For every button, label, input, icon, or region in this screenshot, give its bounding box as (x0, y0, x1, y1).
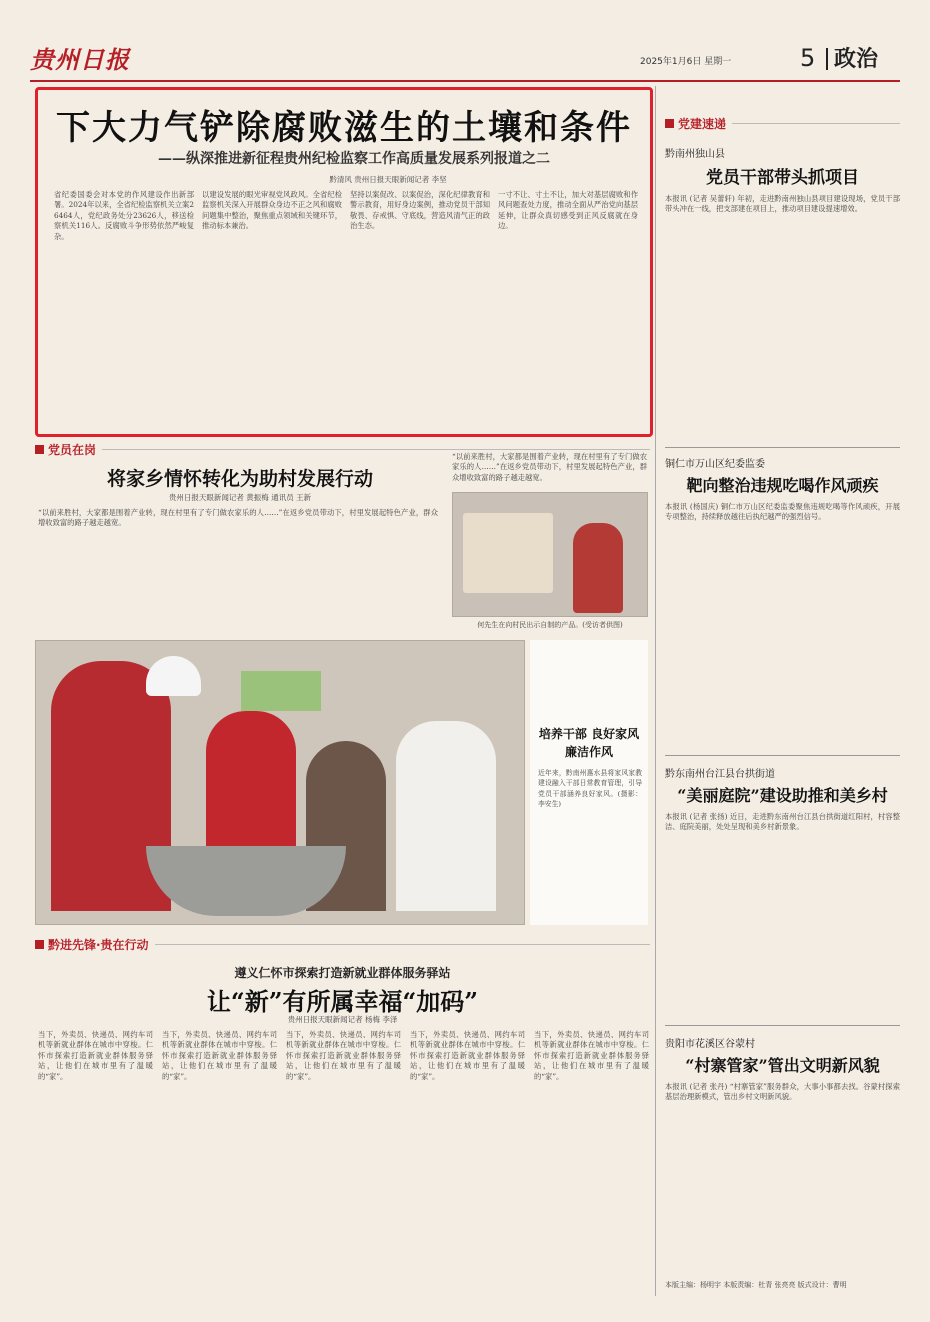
page-divider (826, 48, 828, 70)
bottom-column-4: 当下，外卖员、快递员、网约车司机等新就业群体在城市中穿梭。仁怀市探索打造新就业群体服务驿站，让他们在城市里有了温暖的“家”。 (410, 1030, 525, 1081)
mid-header-label: 党员在岗 (48, 442, 97, 457)
column-divider (655, 86, 656, 1296)
story-kicker: 铜仁市万山区纪委监委 (665, 459, 765, 470)
bottom-column-3: 当下，外卖员、快递员、网约车司机等新就业群体在城市中穿梭。仁怀市探索打造新就业群体服务驿站，让他们在城市里有了温暖的“家”。 (286, 1030, 401, 1081)
story-title: “村寨管家”管出文明新风貌 (685, 1056, 880, 1075)
masthead-rule (30, 80, 900, 82)
page-number: 5 (800, 44, 816, 72)
story-body: 本报讯 (记者 张丹) “村寨管家”服务群众，大事小事都去找。谷蒙村探索基层治理新模式，管出乡村文明新风貌。 (665, 1082, 900, 1102)
newspaper-logo: 贵州日报 (30, 45, 130, 74)
sidebar-divider (665, 447, 900, 448)
photo-person (573, 523, 623, 613)
mid-body: “以前来胜村，大家都是围着产业转，现在村里有了专门做农家乐的人……”在返乡党员带动下，村里发展起特色产业，群众增收致富的路子越走越宽。 (38, 508, 438, 528)
bottom-kicker: 遵义仁怀市探索打造新就业群体服务驿站 (234, 966, 451, 980)
bottom-column-1: 当下，外卖员、快递员、网约车司机等新就业群体在城市中穿梭。仁怀市探索打造新就业群体服务驿站，让他们在城市里有了温暖的“家”。 (38, 1030, 153, 1081)
sidecap-body: 近年来，黔南州惠水县将家风家教建设融入干部日常教育管理，引导党员干部涵养良好家风。(摄影：李安生) (538, 769, 642, 809)
lead-byline: 黔清风 贵州日报天眼新闻记者 李坚 (329, 175, 447, 184)
sidebar-divider (665, 755, 900, 756)
sidecap-title: 培养干部 良好家风廉洁作风 (538, 727, 640, 759)
sidebar-divider (665, 1025, 900, 1026)
issue-date: 2025年1月6日 星期一 (640, 57, 732, 67)
lead-column-3: 坚持以案促改、以案促治，深化纪律教育和警示教育，用好身边案例，推动党员干部知敬畏、存戒惧、守底线，营造风清气正的政治生态。 (350, 190, 490, 231)
sidebar-story-4 (665, 1035, 900, 1282)
story-title: 靶向整治违规吃喝作风顽疾 (686, 476, 879, 495)
bottom-section-header (35, 935, 650, 953)
mid-body-right: “以前来胜村，大家都是围着产业转，现在村里有了专门做农家乐的人……”在返乡党员带动下，村里发展起特色产业，群众增收致富的路子越走越宽。 (452, 452, 647, 482)
mid-byline: 贵州日报天眼新闻记者 黄振梅 通讯员 王新 (168, 493, 312, 502)
product-photo (452, 492, 648, 617)
story-body: 本报讯 (记者 吴蕾轩) 年初，走进黔南州独山县项目建设现场，党员干部带头冲在一线，把支部建在项目上，推动项目建设提速增效。 (665, 194, 900, 214)
bottom-title: 让“新”有所属幸福“加码” (206, 987, 479, 1016)
feature-photo (35, 640, 525, 925)
photo-shelf (463, 513, 553, 593)
photo-white-coat-figure (396, 721, 496, 911)
lead-highlight-frame (35, 87, 653, 437)
bottom-column-2: 当下，外卖员、快递员、网约车司机等新就业群体在城市中穿梭。仁怀市探索打造新就业群体服务驿站，让他们在城市里有了温暖的“家”。 (162, 1030, 277, 1081)
bottom-column-5: 当下，外卖员、快递员、网约车司机等新就业群体在城市中穿梭。仁怀市探索打造新就业群体服务驿站，让他们在城市里有了温暖的“家”。 (534, 1030, 649, 1081)
bottom-header-label: 黔进先锋·贵在行动 (48, 937, 149, 952)
section-marker-icon (35, 445, 44, 454)
product-photo-caption: 何先生在向村民出示自制的产品。(受访者供图) (477, 621, 623, 629)
lead-subtitle: ——纵深推进新征程贵州纪检监察工作高质量发展系列报道之二 (158, 151, 550, 167)
story-title: “美丽庭院”建设助推和美乡村 (677, 786, 888, 805)
section-marker-icon (35, 940, 44, 949)
feature-photo-sidecap (530, 640, 648, 925)
sidebar-story-2 (665, 455, 900, 772)
sidebar-story-3 (665, 765, 900, 1042)
story-body: 本报讯 (杨国庆) 铜仁市万山区纪委监委聚焦违规吃喝等作风顽疾，开展专项整治，持续释放越往后执纪越严的强烈信号。 (665, 502, 900, 522)
sidebar-story-1 (665, 145, 900, 494)
lead-column-1: 省纪委国委会对本党的作风建设作出新部署。2024年以来，全省纪检监察机关立案26464人，党纪政务处分23626人，移送检察机关116人。反腐败斗争形势依然严峻复杂。 (54, 190, 194, 241)
bottom-byline: 贵州日报天眼新闻记者 杨梅 李泽 (287, 1015, 398, 1024)
story-kicker: 黔东南州台江县台拱街道 (665, 769, 775, 780)
story-body: 本报讯 (记者 张扬) 近日，走进黔东南州台江县台拱街道红阳村，村容整洁、庭院美丽，处处呈现和美乡村新景象。 (665, 812, 900, 832)
lead-column-2: 以建设发展的眼光审视党风政风。全省纪检监察机关深入开展群众身边不正之风和腐败问题集中整治，聚焦重点领域和关键环节，推动标本兼治。 (202, 190, 342, 231)
page-credits: 本版主编：杨明宇 本版责编：杜青 张亮亮 版式设计：曹明 (665, 1281, 847, 1289)
lead-column-4: 一寸不让、寸土不让，加大对基层腐败和作风问题查处力度，推动全面从严治党向基层延伸，让群众真切感受到正风反腐就在身边。 (498, 190, 638, 231)
sidebar-header-label: 党建速递 (678, 116, 727, 131)
mid-title: 将家乡情怀转化为助村发展行动 (106, 468, 373, 490)
story-title: 党员干部带头抓项目 (706, 168, 859, 188)
section-name: 政治 (834, 46, 879, 72)
photo-chef-hat (146, 656, 201, 696)
lead-title: 下大力气铲除腐败滋生的土壤和条件 (56, 108, 632, 148)
photo-poster (241, 671, 321, 711)
sidebar-header (665, 114, 900, 132)
masthead (30, 40, 900, 78)
section-marker-icon (665, 119, 674, 128)
story-kicker: 黔南州独山县 (665, 149, 725, 160)
story-kicker: 贵阳市花溪区谷蒙村 (665, 1039, 755, 1050)
